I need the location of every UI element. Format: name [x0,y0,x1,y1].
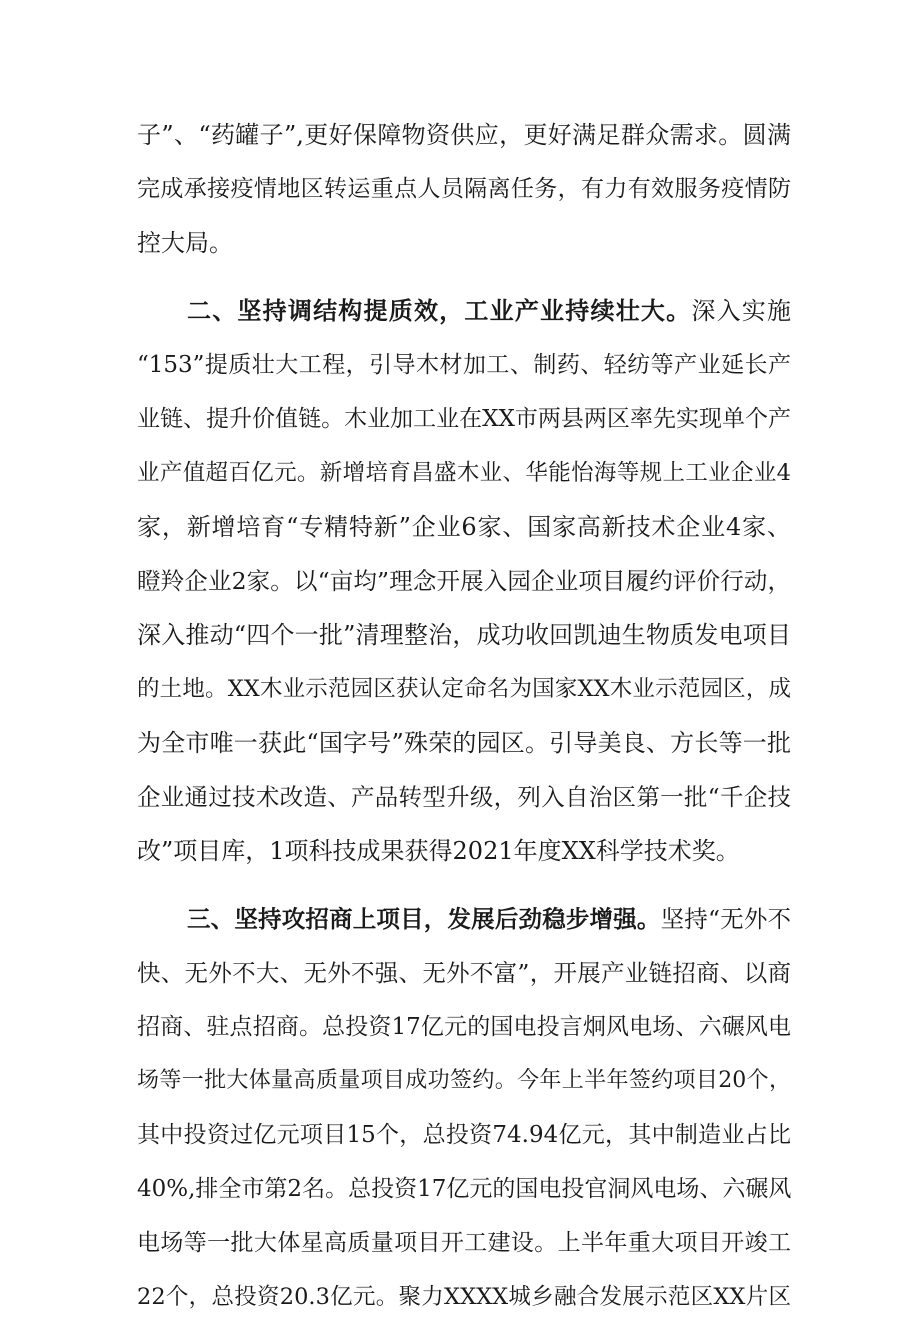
text-line: 瞪羚企业2家。以“亩均”理念开展入园企业项目履约评价行动， [137,567,791,595]
text-line: “153”提质壮大工程，引导木材加工、制药、轻纺等产业延长产 [137,352,791,378]
text-span: 坚持“无外不 [660,905,792,933]
text-line: 电场等一批大体星高质量项目开工建设。上半年重大项目开竣工 [137,1230,791,1256]
text-line: 的土地。XX木业示范园区获认定命名为国家XX木业示范园区，成 [137,676,791,702]
paragraph-2 [137,284,791,878]
text-line: 快、无外不大、无外不强、无外不富”，开展产业链招商、以商 [137,959,791,987]
paragraph-1 [137,108,791,270]
text-line: 子”、“药罐子”,更好保障物资供应，更好满足群众需求。圆满 [137,121,791,149]
text-line: 业产值超百亿元。新增培育昌盛木业、华能怡海等规上工业企业4 [137,460,791,486]
section-heading-2: 二、坚持调结构提质效，工业产业持续壮大。 [187,296,692,325]
text-line: 业链、提升价值链。木业加工业在XX市两县两区率先实现单个产 [137,406,791,432]
text-line: 招商、驻点招商。总投资17亿元的国电投言炯风电场、六碾风电 [137,1014,791,1040]
heading-line [137,284,791,338]
heading-line [137,892,791,946]
text-line: 完成承接疫情地区转运重点人员隔离任务，有力有效服务疫情防 [137,176,791,202]
text-line: 22个，总投资20.3亿元。聚力XXXX城乡融合发展示范区XX片区 [137,1284,791,1310]
section-heading-3: 三、坚持攻招商上项目，发展后劲稳步增强。 [187,905,661,933]
text-line: 场等一批大体量高质量项目成功签约。今年上半年签约项目20个， [137,1068,791,1093]
text-line: 控大局。 [137,229,233,257]
document-page [137,108,791,1324]
text-line: 为全市唯一获此“国字号”殊荣的园区。引导美良、方长等一批 [137,729,791,757]
text-line: 深入推动“四个一批”清理整治，成功收回凯迪生物质发电项目 [137,621,791,649]
paragraph-3 [137,892,791,1324]
text-line: 家，新增培育“专精特新”企业6家、国家高新技术企业4家、 [137,513,791,541]
text-span: 深入实施 [691,297,792,325]
text-line: 其中投资过亿元项目15个，总投资74.94亿元，其中制造业占比 [137,1122,791,1148]
text-line: 企业通过技术改造、产品转型升级，列入自治区第一批“千企技 [137,783,791,811]
text-line: 改”项目库，1项科技成果获得2021年度XX科学技术奖。 [137,837,740,865]
text-line: 40%,排全市第2名。总投资17亿元的国电投官洞风电场、六碾风 [137,1176,792,1202]
